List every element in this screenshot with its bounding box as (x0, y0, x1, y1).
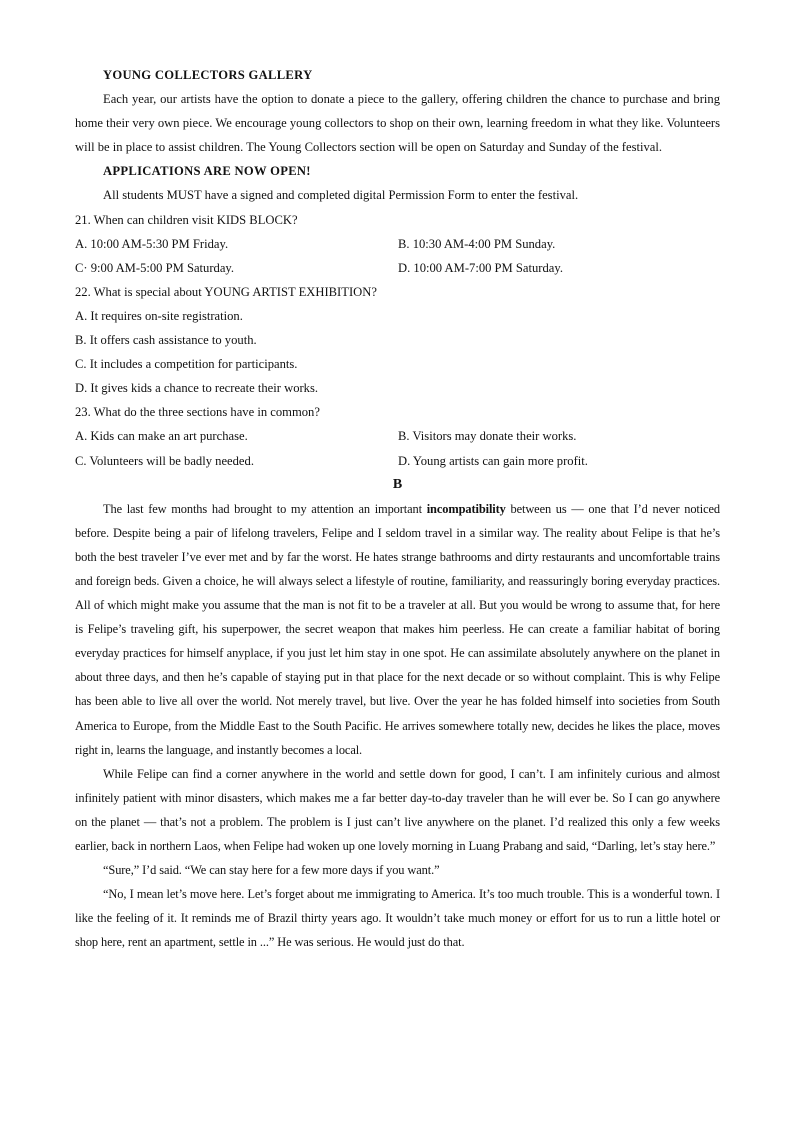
options-row (75, 256, 720, 280)
passage-paragraph-3: “Sure,” I’d said. “We can stay here for a few more days if you want.” (103, 863, 440, 878)
question-21 (75, 208, 720, 280)
question-stem: 23. What do the three sections have in common? (75, 405, 320, 420)
option-d: D. 10:00 AM-7:00 PM Saturday. (398, 260, 564, 275)
passage-text: between us — one that I’d never noticed before. Despite being a pair of lifelong travelers, Felipe and I seldom travel in a similar way. The reality about Felipe is that he’s both the best traveler I’ve ever met and by far the worst. He hates strange bathrooms and dirty restaurants and uncomfortable trains and foreign beds. Given a choice, he will always select a lifestyle of routine, familiarity, and reassuringly boring everyday practices. All of which might make you assume that the man is not fit to be a traveler at all. But you would be wrong to assume that, for here is Felipe’s traveling gift, his superpower, the secret weapon that makes him peerless. He can create a familiar habitat of boring everyday practices for himself anyplace, if you just let him stay in one spot. He can assimilate absolutely anywhere on the planet in about three days, and then he’s capable of staying put in that place for the next decade or so without complaint. This is why Felipe has been able to live all over the world. Not merely travel, but live. Over the year he has folded himself into societies from South America to Europe, from the Middle East to the South Pacific. He arrives somewhere totally new, decides he likes the place, moves right in, learns the language, and instantly becomes a local. (75, 501, 721, 757)
option-b: B. 10:30 AM-4:00 PM Sunday. (398, 236, 556, 251)
option-a: A. Kids can make an art purchase. (75, 429, 248, 444)
section-b-label: B (392, 476, 403, 492)
options-row (75, 424, 720, 448)
passage-paragraph-4: “No, I mean let’s move here. Let’s forget about me immigrating to America. It’s too much trouble. This is a wonderful town. I like the feeling of it. It reminds me of Brazil thirty years ago. It wouldn’t take much money or effort for us to run a little hotel or shop here, rent an apartment, settle in ...” He was serious. He would just do that. (75, 887, 720, 950)
option-d: D. It gives kids a chance to recreate their works. (75, 381, 319, 396)
option-d: D. Young artists can gain more profit. (398, 453, 588, 468)
option-a: A. It requires on-site registration. (75, 308, 243, 323)
question-23 (75, 400, 720, 472)
option-a: A. 10:00 AM-5:30 PM Friday. (75, 236, 229, 251)
question-22 (75, 280, 720, 400)
question-stem: 21. When can children visit KIDS BLOCK? (75, 212, 298, 227)
applications-heading: APPLICATIONS ARE NOW OPEN! (103, 164, 311, 179)
young-collectors-heading: YOUNG COLLECTORS GALLERY (103, 68, 313, 82)
passage-paragraph-1 (75, 497, 720, 762)
question-stem: 22. What is special about YOUNG ARTIST EXHIBITION? (75, 284, 377, 299)
highlighted-word: incompatibility (426, 501, 506, 516)
document-page (75, 63, 720, 954)
option-c: C· 9:00 AM-5:00 PM Saturday. (75, 260, 235, 275)
options-row (75, 232, 720, 256)
options-row (75, 449, 720, 473)
applications-paragraph: All students MUST have a signed and completed digital Permission Form to enter the festival. (103, 188, 579, 203)
young-collectors-paragraph: Each year, our artists have the option to donate a piece to the gallery, offering children the chance to purchase and bring home their very own piece. We encourage young collectors to shop on their own, learning freedom in what they like. Volunteers will be in place to assist children. The Young Collectors section will be open on Saturday and Sunday of the festival. (75, 92, 720, 155)
option-b: B. Visitors may donate their works. (398, 429, 577, 444)
option-c: C. It includes a competition for participants. (75, 357, 298, 372)
passage-text: The last few months had brought to my attention an important (103, 501, 427, 516)
option-c: C. Volunteers will be badly needed. (75, 453, 254, 468)
option-b: B. It offers cash assistance to youth. (75, 333, 257, 348)
passage-paragraph-2: While Felipe can find a corner anywhere in the world and settle down for good, I can’t. I am infinitely curious and almost infinitely patient with minor disasters, which makes me a far better day-to-day traveler than he will ever be. So I can go anywhere on the planet — that’s not a problem. The problem is I just can’t live anywhere on the planet. I’d realized this only a few weeks earlier, back in northern Laos, when Felipe had woken up one lovely morning in Luang Prabang and said, “Darling, let’s stay here.” (75, 766, 720, 853)
